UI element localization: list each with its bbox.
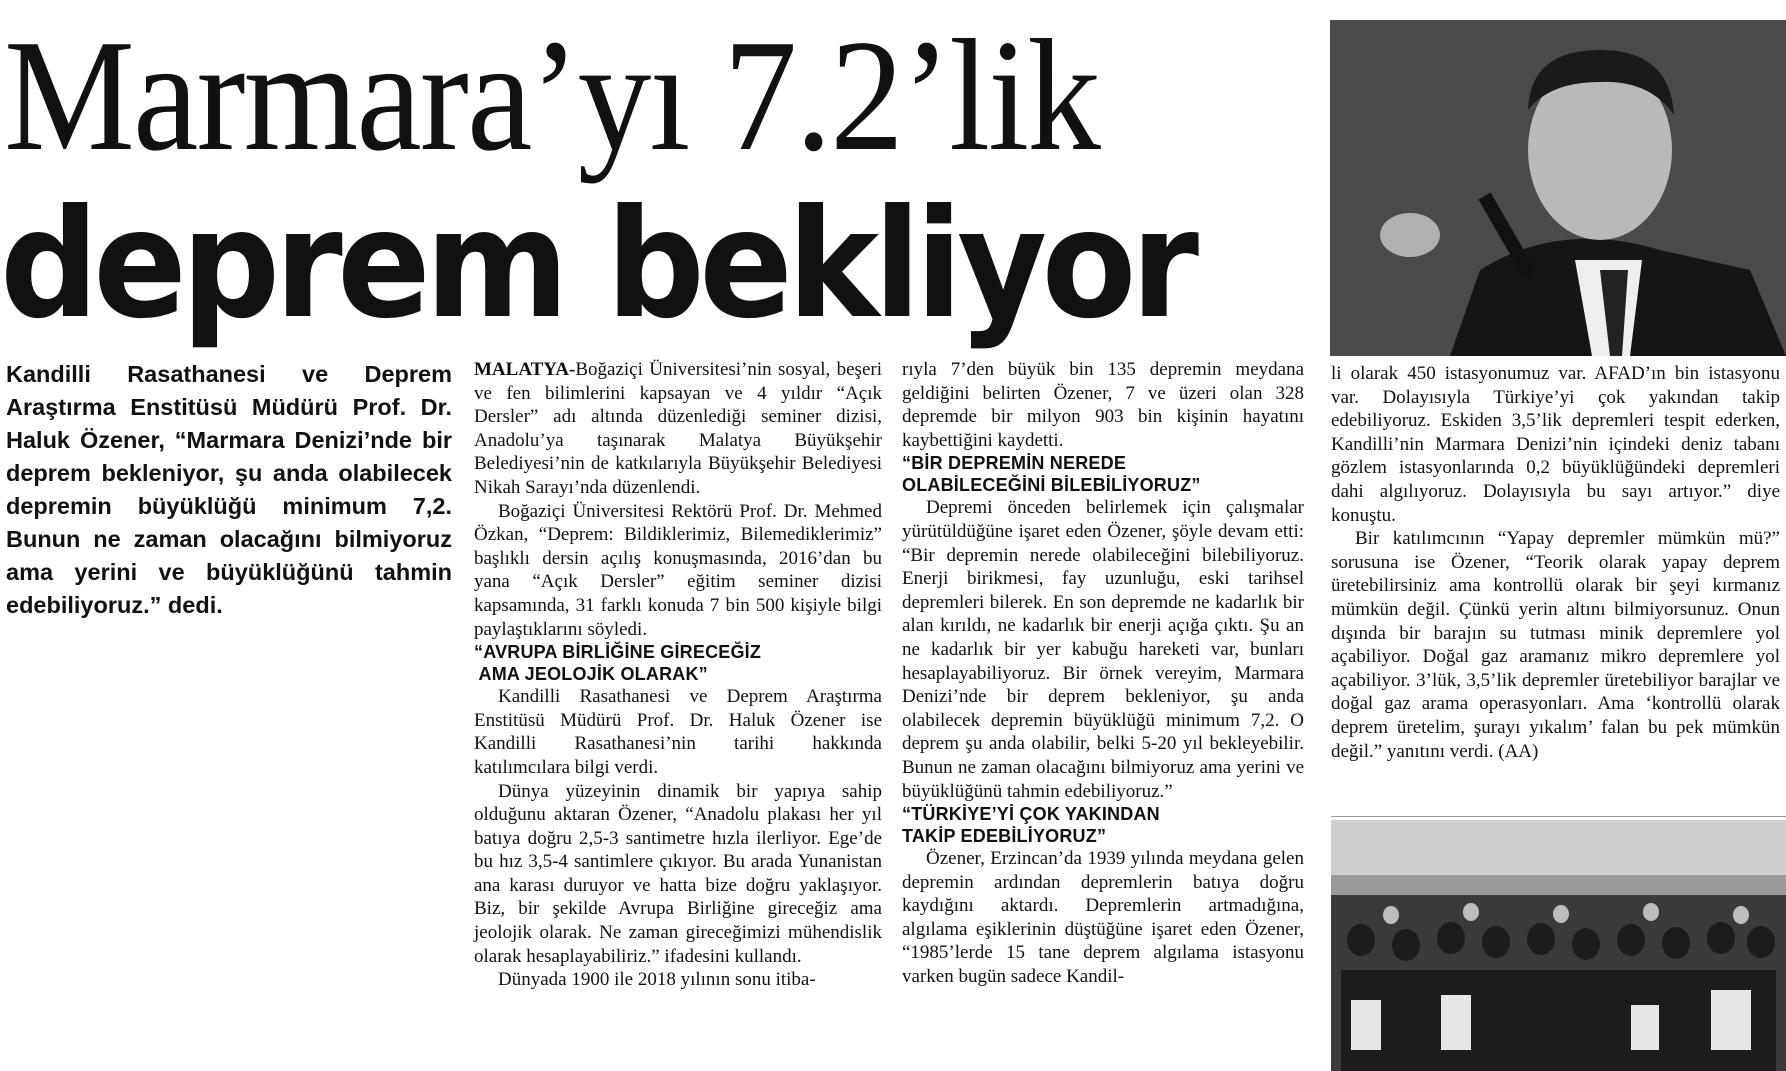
article-column-1: [474, 358, 882, 992]
headline-line-1: Marmara’yı 7.2’lik: [4, 6, 1100, 184]
subheading-turkiye-line-1: “TÜRKİYE’Yİ ÇOK YAKINDAN: [902, 804, 1160, 825]
audience-photo: [1331, 820, 1786, 1071]
photo-divider: [1331, 816, 1786, 817]
column-1-paragraph-3: Kandilli Rasathanesi ve Deprem Araştırma Enstitüsü Müdürü Prof. Dr. Haluk Özener ise Kandilli Rasathanesi’nin tarihi hakkında katılımcılara bilgi verdi.: [474, 686, 882, 778]
dateline: MALATYA-: [474, 359, 576, 380]
column-2-paragraph-3: Özener, Erzincan’da 1939 yılında meydana gelen depremin ardından depremlerin batıya doğru kaydığını aktardı. Depremlerin artmadığına, algılama eşiklerinin düştüğüne işaret eden Özener, “1985’lerde 15 tane deprem algılama istasyonu varken bugün sadece Kandil-: [902, 848, 1304, 988]
headline-line-2: deprem bekliyor: [0, 178, 1194, 352]
subheading-turkiye-line-2: TAKİP EDEBİLİYORUZ”: [902, 826, 1107, 847]
subheading-nerede-line-1: “BİR DEPREMİN NEREDE: [902, 453, 1127, 474]
portrait-figure: [1330, 20, 1786, 356]
column-1-paragraph-5: Dünyada 1900 ile 2018 yılının sonu itiba-: [498, 969, 816, 991]
column-1-paragraph-4: Dünya yüzeyinin dinamik bir yapıya sahip olduğunu aktaran Özener, “Anadolu plakası her yıl batıya doğru 2,5-3 santimetre hızla ilerliyor. Ege’de bu hız 3,5-4 santimlere çıkıyor. Bu arada Yunanistan ana karası duruyor ve hatta bize doğru yaklaşıyor. Biz, bir şekilde Avrupa Birliğine gireceğiz ama jeolojik olarak. Ne zaman gireceğimizi mühendislik olarak hesaplayabiliriz.” ifadesini kullandı.: [474, 780, 882, 967]
audience-figure: [1331, 820, 1786, 1071]
subheading-avrupa-line-2: AMA JEOLOJİK OLARAK”: [474, 664, 708, 685]
column-2-paragraph-2: Depremi önceden belirlemek için çalışmalar yürütüldüğüne işaret eden Özener, şöyle devam etti: “Bir depremin nerede olabileceğini bilebiliyoruz. Enerji birikmesi, fay uzunluğu, eski tarihsel depremleri bilerek. En son depremde ne kadarlık bir alan kırıldı, ne kadarlık bir enerji açığa çıktı. Şu an ne kadarlık bir yer kabuğu hareketi var, bunları hesaplayabiliyoruz. Bir örnek vereyim, Marmara Denizi’nde bir deprem bekleniyor, şu anda olabilecek depremin büyüklüğü minimum 7,2. O deprem şu anda olabilir, belki 5-20 yıl bekleyebilir. Bunun ne zaman olacağını bilmiyoruz ama yerini ve büyüklüğünü tahmin edebiliyoruz.”: [902, 497, 1304, 802]
article-column-3: [1331, 362, 1780, 763]
column-3-paragraph-1: li olarak 450 istasyonumuz var. AFAD’ın bin istasyonu var. Dolayısıyla Türkiye’yi çok yakından takip edebiliyoruz. Eskiden 3,5’lik depremleri tespit ederken, Kandilli’nin Marmara Denizi’nin içindeki deniz tabanı gözlem istasyonlarında 0,2 büyüklüğündeki depremleri dahi algılıyoruz. Dolayısıyla bu sayı artıyor.” diye konuştu.: [1331, 363, 1780, 526]
portrait-photo: [1330, 20, 1786, 356]
column-3-paragraph-2: Bir katılımcının “Yapay depremler mümkün mü?” sorusuna ise Özener, “Teorik olarak yapay deprem üretebilirsiniz ama kontrollü olarak bir şeyi kırmanız mümkün değil. Çünkü yerin altını bilmiyorsunuz. Onun dışında bir barajın su tutması minik depremlere yol açabiliyor. Doğal gaz aramanız mikro depremlere yol açabiliyor. 3’lük, 3,5’lik depremler üretebiliyor barajlar ve doğal gaz arama operasyonları. Ama ‘kontrollü olarak deprem üretelim, şurayı yıkalım’ falan bu pek mümkün değil.” yanıtını verdi. (AA): [1331, 528, 1780, 762]
article-column-2: [902, 358, 1304, 989]
subheading-nerede-line-2: OLABİLECEĞİNİ BİLEBİLİYORUZ”: [902, 475, 1201, 496]
subheading-avrupa-line-1: “AVRUPA BİRLİĞİNE GİRECEĞİZ: [474, 642, 762, 663]
column-2-paragraph-1: rıyla 7’den büyük bin 135 depremin meydana geldiğini belirten Özener, 7 ve üzeri olan 328 depremde bir milyon 903 bin kişinin hayatını kaybettiğini kaydetti.: [902, 359, 1304, 451]
column-1-paragraph-1: MALATYA-Boğaziçi Üniversitesi’nin sosyal, beşeri ve fen bilimlerini kapsayan ve 4 yıldır “Açık Dersler” adı altında düzenlediği seminer dizisi, Anadolu’ya taşınarak Malatya Büyükşehir Belediyesi’nin de katkılarıyla Büyükşehir Belediyesi Nikah Sarayı’nda düzenlendi.: [474, 359, 882, 498]
column-1-paragraph-2: Boğaziçi Üniversitesi Rektörü Prof. Dr. Mehmed Özkan, “Deprem: Bildiklerimiz, Bilemediklerimiz” başlıklı dersin açılış konuşmasında, 2016’dan bu yana “Açık Dersler” eğitim seminer dizisi kapsamında, 31 farklı konuda 7 bin 500 kişiyle bilgi paylaştıklarını söyledi.: [474, 500, 882, 640]
lead-paragraph: Kandilli Rasathanesi ve Deprem Araştırma Enstitüsü Müdürü Prof. Dr. Haluk Özener, “Marmara Denizi’nde bir deprem bekleniyor, şu anda olabilecek depremin büyüklüğü minimum 7,2. Bunun ne zaman olacağını bilmiyoruz ama yerini ve büyüklüğünü tahmin edebiliyoruz.” dedi.: [6, 361, 452, 618]
